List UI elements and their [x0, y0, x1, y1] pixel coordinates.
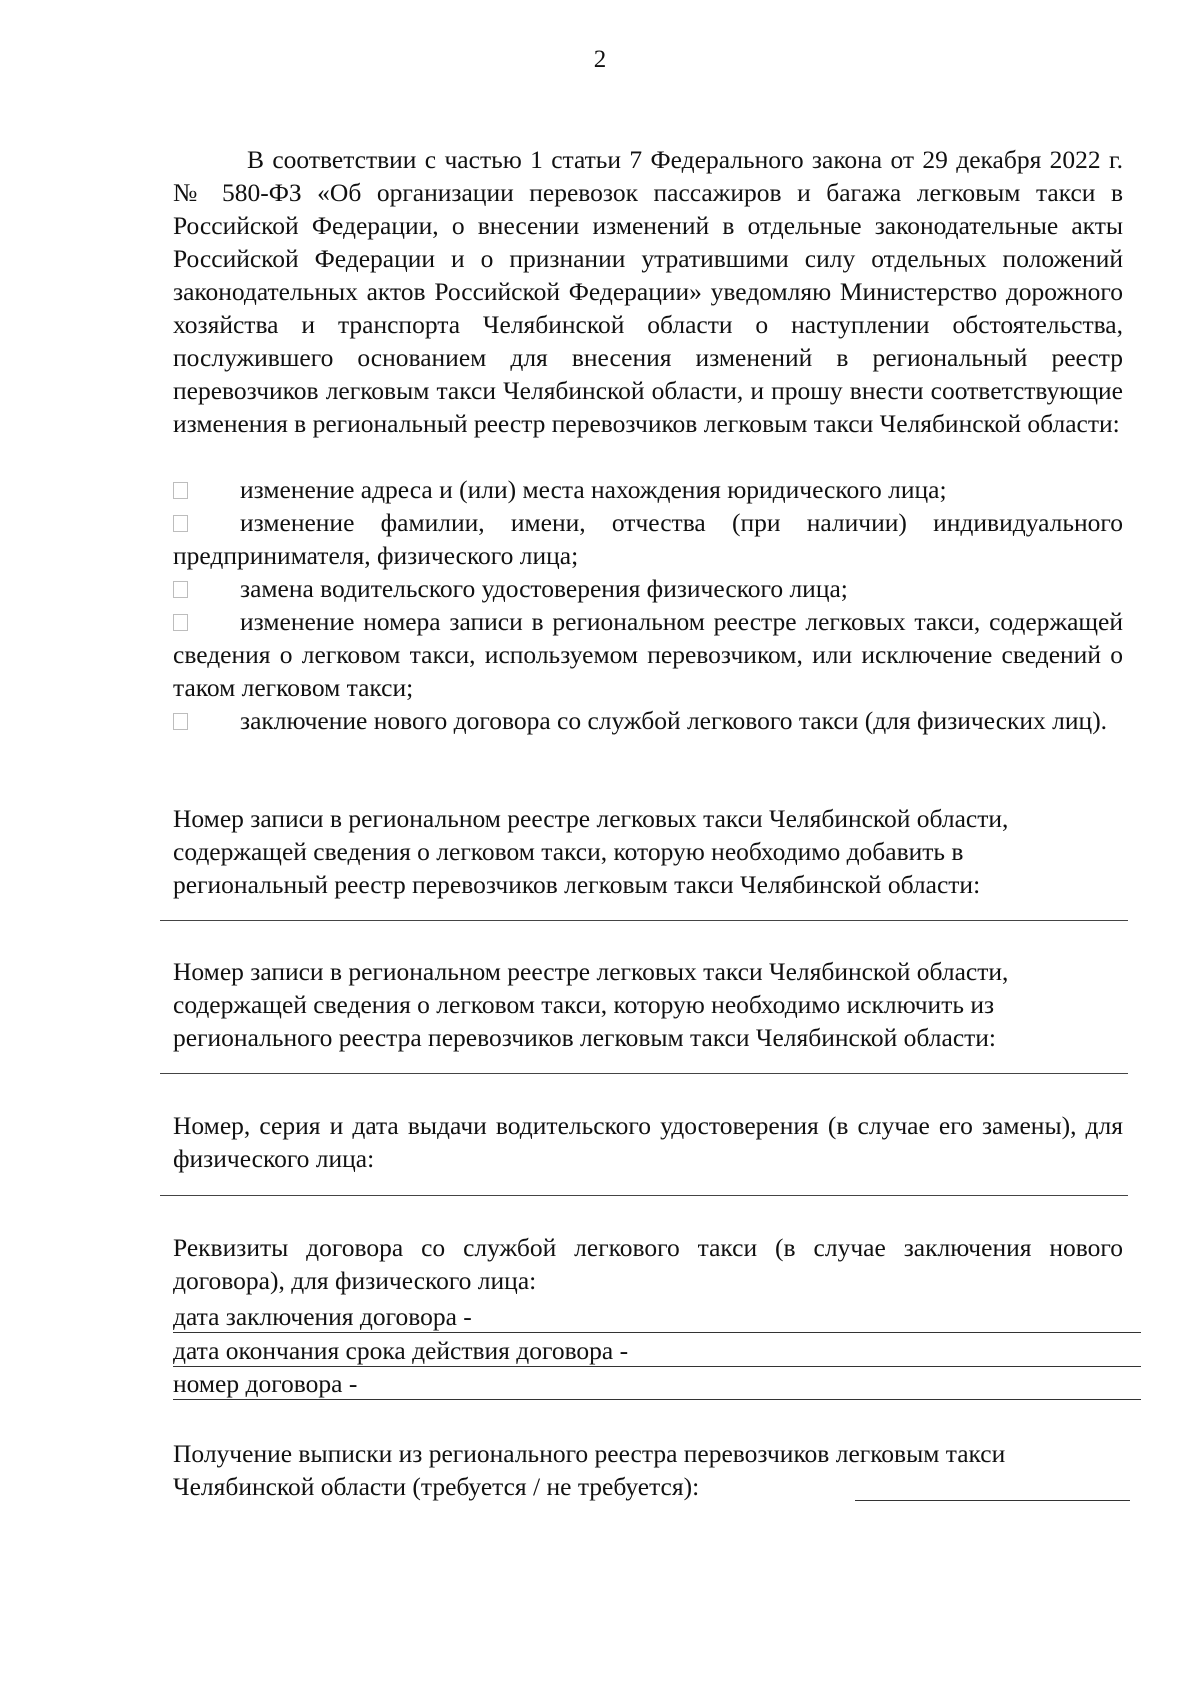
contract-expiry-field[interactable] — [173, 1336, 1141, 1367]
option-record[interactable] — [173, 605, 1123, 704]
section-extract: Получение выписки из регионального реестра перевозчиков легковым такси Челябинской области (требуется / не требуется): — [173, 1439, 1006, 1501]
option-contract[interactable] — [173, 704, 1123, 737]
option-label: изменение адреса и (или) места нахождения юридического лица; — [240, 475, 947, 504]
option-label: изменение номера записи в региональном реестре легковых такси, содержащей сведения о легковом такси, используемом перевозчиком, или исключение сведений о таком легковом такси; — [173, 607, 1123, 702]
contract-number-field[interactable] — [173, 1369, 1141, 1400]
change-options-list — [173, 473, 1123, 737]
add-record-input-line[interactable] — [160, 920, 1128, 921]
page-number: 2 — [593, 46, 607, 73]
checkbox[interactable] — [173, 515, 188, 532]
section-contract: Реквизиты договора со службой легкового такси (в случае заключения нового договора), для физического лица: — [173, 1233, 1123, 1295]
contract-date-field[interactable] — [173, 1302, 1141, 1333]
option-name[interactable] — [173, 506, 1123, 572]
option-address[interactable] — [173, 473, 1123, 506]
remove-record-input-line[interactable] — [160, 1073, 1128, 1074]
option-label: изменение фамилии, имени, отчества (при наличии) индивидуального предпринимателя, физического лица; — [173, 508, 1123, 570]
checkbox[interactable] — [173, 482, 188, 499]
license-input-line[interactable] — [160, 1195, 1128, 1196]
option-label: заключение нового договора со службой легкового такси (для физических лиц). — [240, 706, 1108, 735]
checkbox[interactable] — [173, 713, 188, 730]
section-add-record: Номер записи в региональном реестре легковых такси Челябинской области, содержащей сведения о легковом такси, которую необходимо добавить в региональный реестр перевозчиков легковым такси Челябинской области: — [173, 804, 1009, 899]
extract-answer-line[interactable] — [855, 1500, 1130, 1501]
field-label: номер договора - — [173, 1369, 358, 1398]
section-remove-record: Номер записи в региональном реестре легковых такси Челябинской области, содержащей сведения о легковом такси, которую необходимо исключить из регионального реестра перевозчиков легковым такси Челябинской области: — [173, 957, 1009, 1052]
field-label: дата окончания срока действия договора - — [173, 1336, 629, 1365]
checkbox[interactable] — [173, 614, 188, 631]
checkbox[interactable] — [173, 581, 188, 598]
option-license[interactable] — [173, 572, 1123, 605]
field-label: дата заключения договора - — [173, 1302, 472, 1331]
option-label: замена водительского удостоверения физического лица; — [240, 574, 848, 603]
intro-paragraph: В соответствии с частью 1 статьи 7 Федерального закона от 29 декабря 2022 г. № 580-ФЗ «Об организации перевозок пассажиров и багажа легковым такси в Российской Федерации, о внесении изменений в отдельные законодательные акты Российской Федерации и о признании утратившими силу отдельных положений законодательных актов Российской Федерации» уведомляю Министерство дорожного хозяйства и транспорта Челябинской области о наступлении обстоятельства, послужившего основанием для внесения изменений в региональный реестр перевозчиков легковым такси Челябинской области, и прошу внести соответствующие изменения в региональный реестр перевозчиков легковым такси Челябинской области: — [173, 145, 1123, 438]
section-license: Номер, серия и дата выдачи водительского удостоверения (в случае его замены), для физического лица: — [173, 1111, 1123, 1173]
